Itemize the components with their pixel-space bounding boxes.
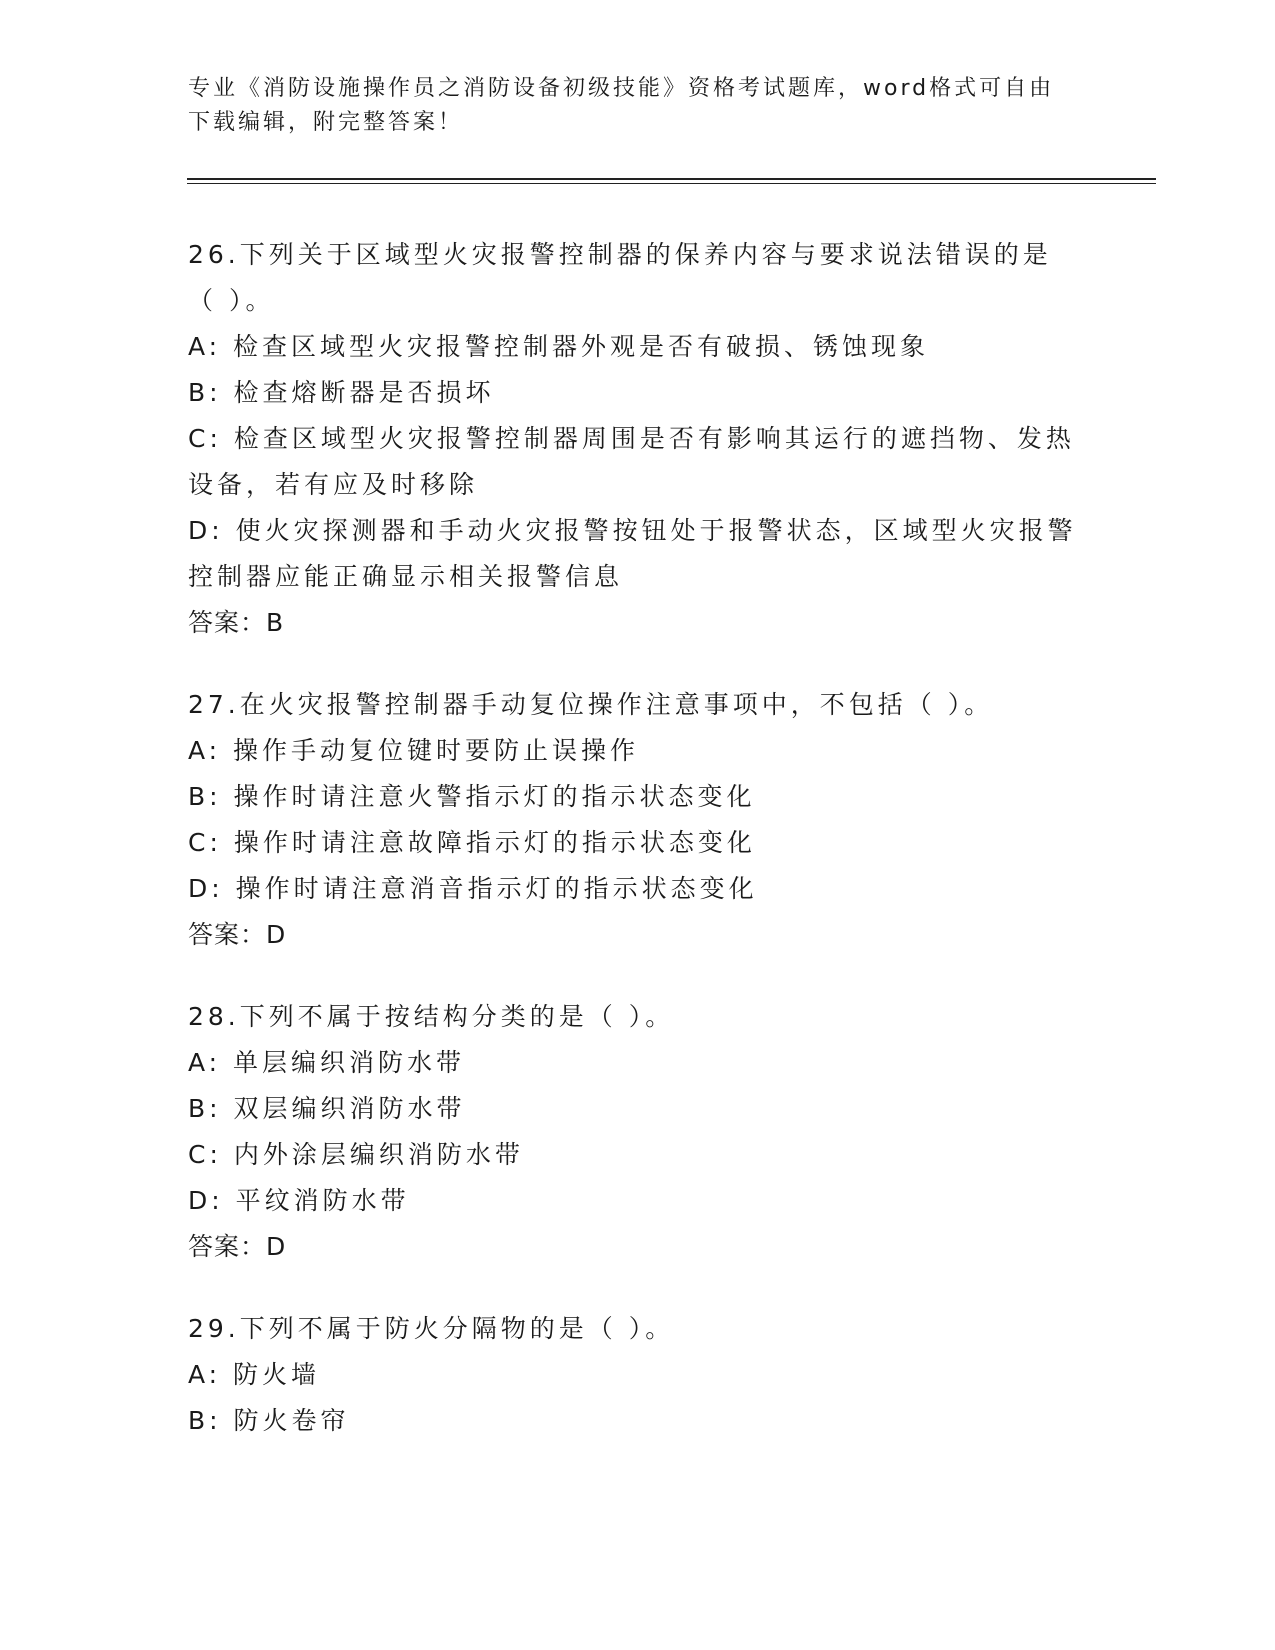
question-stem: 28.下列不属于按结构分类的是（ ）。 — [188, 1002, 675, 1031]
question-stem: 29.下列不属于防火分隔物的是（ ）。 — [188, 1314, 675, 1343]
option-c: C: 操作时请注意故障指示灯的指示状态变化 — [188, 828, 756, 857]
option-a: A: 单层编织消防水带 — [188, 1048, 466, 1077]
question-list — [188, 232, 1078, 1480]
option-d: D: 平纹消防水带 — [188, 1186, 410, 1215]
option-b: B: 检查熔断器是否损坏 — [188, 378, 495, 407]
document-header: 专业《消防设施操作员之消防设备初级技能》资格考试题库，word格式可自由下载编辑，附完整答案！ — [188, 76, 1055, 135]
question-26 — [188, 232, 1078, 646]
answer: 答案：D — [188, 920, 287, 949]
header-divider-thick — [187, 178, 1156, 180]
option-d: D: 操作时请注意消音指示灯的指示状态变化 — [188, 874, 758, 903]
option-a: A: 防火墙 — [188, 1360, 321, 1389]
option-b: B: 防火卷帘 — [188, 1406, 350, 1435]
question-stem: 26.下列关于区域型火灾报警控制器的保养内容与要求说法错误的是（ ）。 — [188, 240, 1052, 315]
header-divider-thin — [187, 183, 1156, 184]
option-a: A: 操作手动复位键时要防止误操作 — [188, 736, 640, 765]
question-28 — [188, 994, 1078, 1270]
question-27 — [188, 682, 1078, 958]
question-stem: 27.在火灾报警控制器手动复位操作注意事项中，不包括（ ）。 — [188, 690, 994, 719]
option-d: D: 使火灾探测器和手动火灾报警按钮处于报警状态，区域型火灾报警控制器应能正确显示相关报警信息 — [188, 516, 1077, 591]
answer: 答案：D — [188, 1232, 287, 1261]
option-c: C: 检查区域型火灾报警控制器周围是否有影响其运行的遮挡物、发热设备，若有应及时移除 — [188, 424, 1075, 499]
answer: 答案：B — [188, 608, 285, 637]
option-b: B: 双层编织消防水带 — [188, 1094, 466, 1123]
option-c: C: 内外涂层编织消防水带 — [188, 1140, 524, 1169]
question-29 — [188, 1306, 1078, 1444]
option-a: A: 检查区域型火灾报警控制器外观是否有破损、锈蚀现象 — [188, 332, 930, 361]
option-b: B: 操作时请注意火警指示灯的指示状态变化 — [188, 782, 756, 811]
